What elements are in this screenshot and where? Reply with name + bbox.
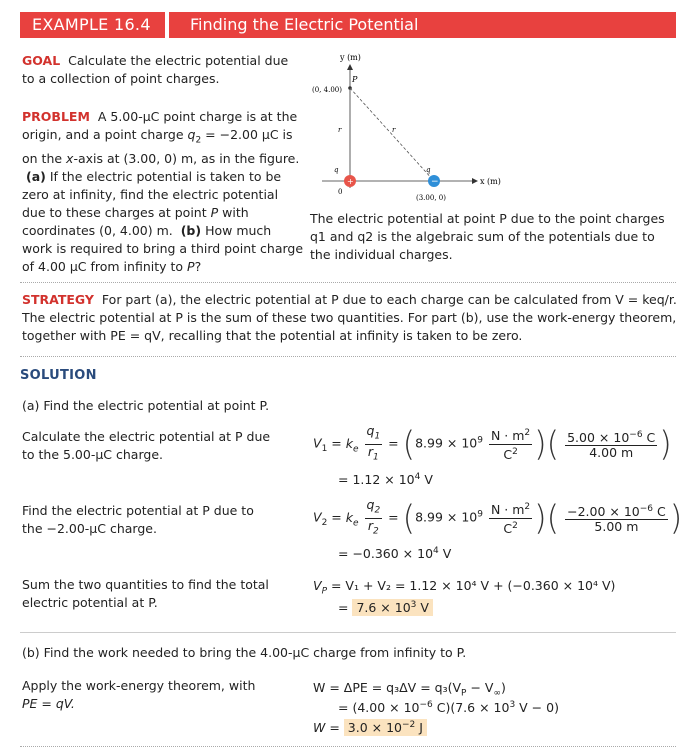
step-4-text [22, 677, 272, 713]
point-p-coord: (0, 4.00) [312, 86, 342, 94]
equation-3-result: = $7.6 \times 10^3$ V [338, 600, 433, 615]
step-4-line-1: Apply the work-energy theorem, with [22, 678, 256, 693]
equation-2-result: = $-0.360 \times 10^4$ V [338, 546, 452, 562]
solution-label: SOLUTION [20, 368, 97, 383]
problem-text-2: = −2.00 μC is on the [22, 127, 293, 166]
divider-3 [20, 632, 676, 633]
problem-text: A 5.00-μC point charge is at the origin, and a point charge [22, 109, 298, 142]
total-potential-answer: $7.6 \times 10^3$ V [352, 599, 432, 616]
equation-5: = ($4.00 \times 10^{-6}$ $C)(7.6 \times 10^3$ V − 0) [338, 700, 559, 716]
eq3-text: = V₁ + V₂ = 1.12 × 10⁴ V + (−0.360 × 10⁴ V) [330, 578, 616, 593]
eq1-coefficient: 8.99 × 10 [415, 435, 478, 451]
eq3-result-text: 7.6 × 10 [356, 600, 411, 616]
r1-label: r [338, 126, 342, 134]
charge-figure [300, 48, 520, 208]
eq5-text: = (4.00 × 10 [338, 700, 420, 716]
r2-label: r [392, 126, 396, 134]
eq6-result-text: 3.0 × 10 [347, 720, 403, 736]
example-header [20, 12, 676, 38]
goal-section [22, 52, 302, 88]
origin-label: 0 [338, 188, 343, 196]
example-title: Finding the Electric Potential [190, 15, 419, 34]
y-axis-label: y (m) [340, 53, 361, 62]
strategy-text: For part (a), the electric potential at P due to each charge can be calculated from V = keq/r. The electric potential at P is the sum of these two quantities. For part (b), use the work-energy theorem, together with PE = qV, recalling that the potential at infinity is taken to be zero. [22, 292, 677, 343]
equation-2: $V_2 = k_e$ $\frac{q_2}{r_2}$ = ($8.99 \times 10^9$ $\frac{N \cdot m^2}{C^2}$ )( $\frac{-2.00 \times 10^{-6} C}{5.00 m}$ ) [313, 497, 683, 538]
divider-2 [20, 356, 676, 357]
strategy-section [22, 291, 678, 345]
part-b-heading: (b) Find the work needed to bring the 4.00-μC charge from infinity to P. [22, 645, 467, 660]
eq2-coefficient: 8.99 × 10 [415, 509, 478, 525]
goal-text: Calculate the electric potential due to a collection of point charges. [22, 53, 289, 86]
q2-symbol: q [187, 127, 196, 142]
eq1-frac-num: 5.00 × 10 [567, 430, 630, 446]
work-answer: $3.0 \times 10^{-2}$ J [344, 719, 427, 736]
eq2-result-text: = −0.360 × 10 [338, 546, 434, 562]
eq1-result-text: = 1.12 × 10 [338, 472, 415, 488]
header-divider [165, 12, 169, 38]
eq2-unit-den: C [503, 520, 513, 536]
strategy-label: STRATEGY [22, 292, 94, 307]
eq1-frac-den: 4.00 m [589, 445, 634, 461]
q2-label: q [426, 166, 431, 174]
eq5b-text: C)(7.6 × 10 [432, 700, 510, 716]
eq1-unit-num: N · m [490, 428, 525, 444]
svg-text:+: + [347, 177, 354, 186]
divider-bottom [20, 746, 676, 747]
svg-text:−: − [431, 177, 439, 187]
point-p-label: P [352, 75, 358, 84]
problem-label: PROBLEM [22, 109, 90, 124]
eq2-frac-den: 5.00 m [594, 519, 639, 535]
equation-6: $W = 3.0 \times 10^{-2}$ J [313, 720, 427, 735]
r2-line [350, 88, 434, 181]
step-2-text: Find the electric potential at P due to the −2.00-μC charge. [22, 503, 254, 536]
part-b-label: (b) [180, 222, 202, 238]
step-3-text: Sum the two quantities to find the total electric potential at P. [22, 577, 269, 610]
eq1-unit-den: C [503, 446, 513, 462]
problem-text-3: -axis at (3.00, 0) m, as in the figure. [73, 150, 300, 166]
equation-1: $V_1 = k_e$ $\frac{q_1}{r_1}$ = ($8.99 \times 10^9$ $\frac{N \cdot m^2}{C^2}$ )( $\frac{5.00 \times 10^{-6} C}{4.00 m}$ ) [313, 423, 672, 464]
step-1-text: Calculate the electric potential at P due to the 5.00-μC charge. [22, 429, 271, 462]
step-4-line-2: PE = qV. [22, 696, 75, 711]
eq5c-text: V − 0) [515, 700, 559, 716]
part-b-text: How much work is required to bring a third point charge of 4.00 μC from infinity to [22, 222, 304, 274]
divider-1 [20, 282, 676, 283]
eq2-unit-num: N · m [490, 502, 525, 518]
example-number: EXAMPLE 16.4 [20, 12, 165, 38]
q1-label: q [334, 166, 339, 174]
part-a-heading: (a) Find the electric potential at point P. [22, 398, 270, 413]
part-a-text: If the electric potential is taken to be zero at infinity, find the electric potential due to these charges at point [22, 168, 282, 220]
part-a-text-2: with coordinates (0, 4.00) m. [22, 204, 249, 238]
q2-coord: (3.00, 0) [416, 194, 446, 202]
eq4-text: W = ΔPE = q₃ΔV = q₃(V [313, 680, 462, 695]
problem-section: PROBLEM A 5.00-μC point charge is at the origin, and a point charge $q_2 = -2.00$ μC is on the x-axis at (3.00, 0) m, as in the figure. (a) If the electric potential is taken to be zero at infinity, find the electric potential due to these charges at point P with coordinates (0, 4.00) m. (b) How much work is required to bring a third point charge of 4.00 μC from infinity to P? [22, 109, 304, 274]
part-a-label: (a) [25, 168, 46, 184]
figure-caption: The electric potential at point P due to the point charges q1 and q2 is the algebraic sum of the potentials due to the individual charges. [310, 211, 665, 262]
equation-1-result: = $1.12 \times 10^4$ V [338, 472, 433, 488]
eq2-frac-num: −2.00 × 10 [567, 504, 640, 520]
equation-3: $V_P = V_1 + V_2 = 1.12 \times 10^4$ V + (−0.360 × 10⁴ V) [313, 578, 616, 597]
x-axis-label: x (m) [480, 177, 501, 186]
equation-4: $W = \Delta PE = q_3\Delta V = q_3(V_P - V_\infty)$ [313, 680, 506, 699]
goal-label: GOAL [22, 53, 61, 68]
